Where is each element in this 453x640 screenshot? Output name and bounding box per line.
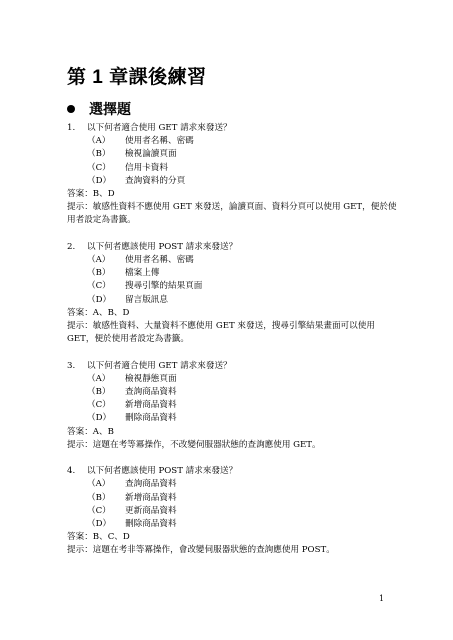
answer: 答案：A、B <box>67 426 114 437</box>
option <box>67 294 397 307</box>
option-label: （D） <box>87 294 112 305</box>
option <box>67 478 397 491</box>
option <box>67 135 397 148</box>
option-label: （C） <box>87 400 111 411</box>
question-block <box>67 241 397 347</box>
question-line <box>67 241 397 254</box>
option-text: 新增商品資料 <box>125 400 177 411</box>
question-block <box>67 360 397 452</box>
hint: 提示：敏感性資料、大量資料不應使用 GET 來發送，搜尋引擎結果畫面可以使用 GET，便於使用者設定為書籤。 <box>67 321 375 345</box>
question-text: 以下何者應該使用 POST 請求來發送？ <box>87 241 238 252</box>
answer: 答案：B、D <box>67 189 115 200</box>
option <box>67 505 397 518</box>
question-text: 以下何者適合使用 GET 請求來發送？ <box>87 123 232 133</box>
question-text: 以下何者適合使用 GET 請求來發送？ <box>87 360 232 371</box>
option-text: 使用者名稱、密碼 <box>125 136 194 147</box>
option-label: （A） <box>87 136 111 147</box>
question-line <box>67 122 397 135</box>
question-number: 2. <box>67 241 76 252</box>
hint: 提示：敏感性資料不應使用 GET 來發送，論讀頁面、資料分頁可以使用 GET，便於使用者設定為書籤。 <box>67 202 397 226</box>
option-text: 留言版訊息 <box>125 294 168 305</box>
option-label: （D） <box>87 175 112 186</box>
hint: 提示：這題在考等冪操作，不改變伺服器狀態的查詢應使用 GET。 <box>67 439 321 450</box>
option-text: 查詢商品資料 <box>125 387 177 398</box>
question-text: 以下何者應該使用 POST 請求來發送？ <box>87 466 238 477</box>
option-label: （D） <box>87 519 112 530</box>
option <box>67 373 397 386</box>
section-heading <box>67 99 131 119</box>
option-label: （B） <box>87 268 111 279</box>
option-text: 檔案上傳 <box>125 268 160 279</box>
option <box>67 518 397 531</box>
option <box>67 267 397 280</box>
option-text: 更新商品資料 <box>125 505 177 516</box>
bullet-icon <box>67 105 75 113</box>
option-label: （C） <box>87 162 111 173</box>
question-list <box>67 122 397 571</box>
option-label: （A） <box>87 479 111 490</box>
option-label: （C） <box>87 505 111 516</box>
page-number: 1 <box>379 594 385 603</box>
option-label: （C） <box>87 281 111 292</box>
option-label: （A） <box>87 255 111 266</box>
question-line <box>67 360 397 373</box>
option-text: 新增商品資料 <box>125 492 177 503</box>
question-number: 4. <box>67 466 76 477</box>
option <box>67 175 397 188</box>
question-number: 3. <box>67 360 76 371</box>
option-text: 搜尋引擎的結果頁面 <box>125 281 203 292</box>
option <box>67 280 397 293</box>
option-label: （A） <box>87 373 111 384</box>
option <box>67 254 397 267</box>
chapter-title: 第 1 章課後練習 <box>67 67 207 88</box>
option <box>67 162 397 175</box>
option-text: 查詢商品資料 <box>125 479 177 490</box>
answer: 答案：A、B、D <box>67 307 130 318</box>
question-line <box>67 465 397 478</box>
option <box>67 492 397 505</box>
option-text: 信用卡資料 <box>125 162 168 173</box>
option <box>67 399 397 412</box>
option-text: 檢視靜態頁面 <box>125 373 177 384</box>
section-label: 選擇題 <box>89 101 131 117</box>
option-label: （D） <box>87 413 112 424</box>
answer: 答案：B、C、D <box>67 532 130 543</box>
option-text: 刪除商品資料 <box>125 519 177 530</box>
option <box>67 412 397 425</box>
option-label: （B） <box>87 149 111 160</box>
question-block <box>67 465 397 557</box>
option-label: （B） <box>87 387 111 398</box>
hint: 提示：這題在考非等冪操作，會改變伺服器狀態的查詢應使用 POST。 <box>67 545 335 556</box>
option-text: 使用者名稱、密碼 <box>125 255 194 266</box>
option <box>67 148 397 161</box>
option-text: 刪除商品資料 <box>125 413 177 424</box>
option-text: 檢視論讀頁面 <box>125 149 177 160</box>
option-label: （B） <box>87 492 111 503</box>
question-block <box>67 122 397 228</box>
option-text: 查詢資料的分頁 <box>125 175 186 186</box>
question-number: 1. <box>67 123 76 133</box>
option <box>67 386 397 399</box>
